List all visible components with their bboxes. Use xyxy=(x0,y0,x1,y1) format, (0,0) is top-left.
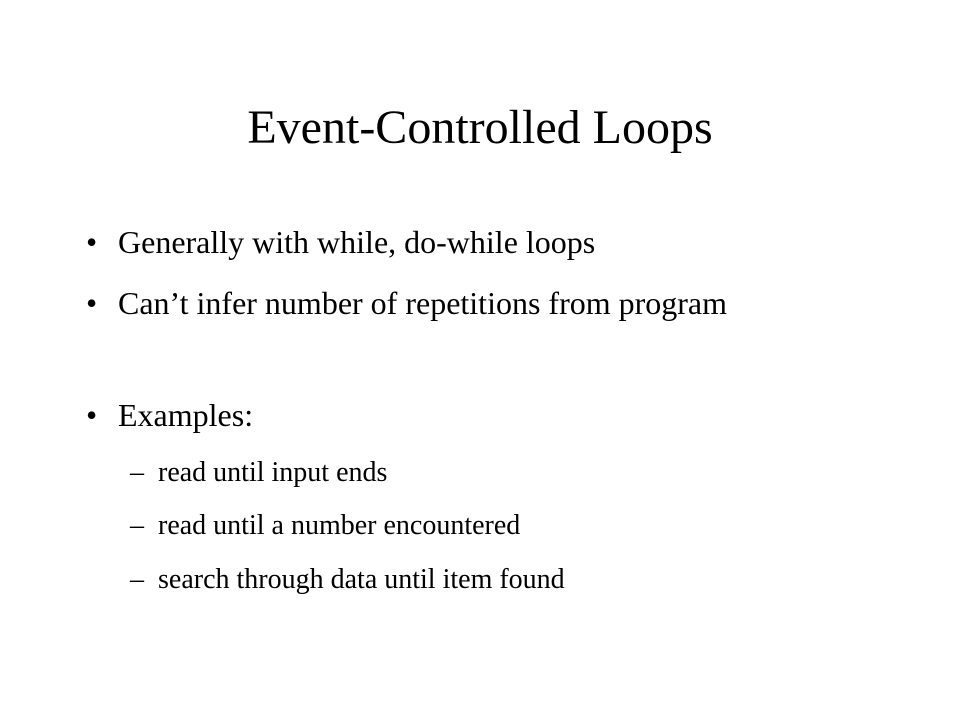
sub-bullet-item-item-found xyxy=(130,563,890,597)
bullet-icon: • xyxy=(86,397,98,433)
bullet-icon: • xyxy=(86,285,98,321)
sub-bullet-item-number-encountered xyxy=(130,509,890,543)
bullet-text: Generally with while, do-while loops xyxy=(118,224,596,260)
bullet-text: Examples: xyxy=(118,397,254,433)
bullet-icon: • xyxy=(86,224,98,260)
bullet-item-while-loops xyxy=(86,224,846,261)
dash-icon: – xyxy=(130,510,144,541)
sub-bullet-text: search through data until item found xyxy=(158,564,565,595)
sub-bullet-item-input-ends xyxy=(130,456,890,490)
bullet-item-repetitions xyxy=(86,285,846,322)
dash-icon: – xyxy=(130,564,144,595)
bullet-item-examples xyxy=(86,397,846,434)
dash-icon: – xyxy=(130,457,144,488)
bullet-text: Can’t infer number of repetitions from program xyxy=(118,285,728,321)
sub-bullet-text: read until a number encountered xyxy=(158,510,521,541)
slide-title: Event-Controlled Loops xyxy=(247,101,713,154)
sub-bullet-text: read until input ends xyxy=(158,457,388,488)
